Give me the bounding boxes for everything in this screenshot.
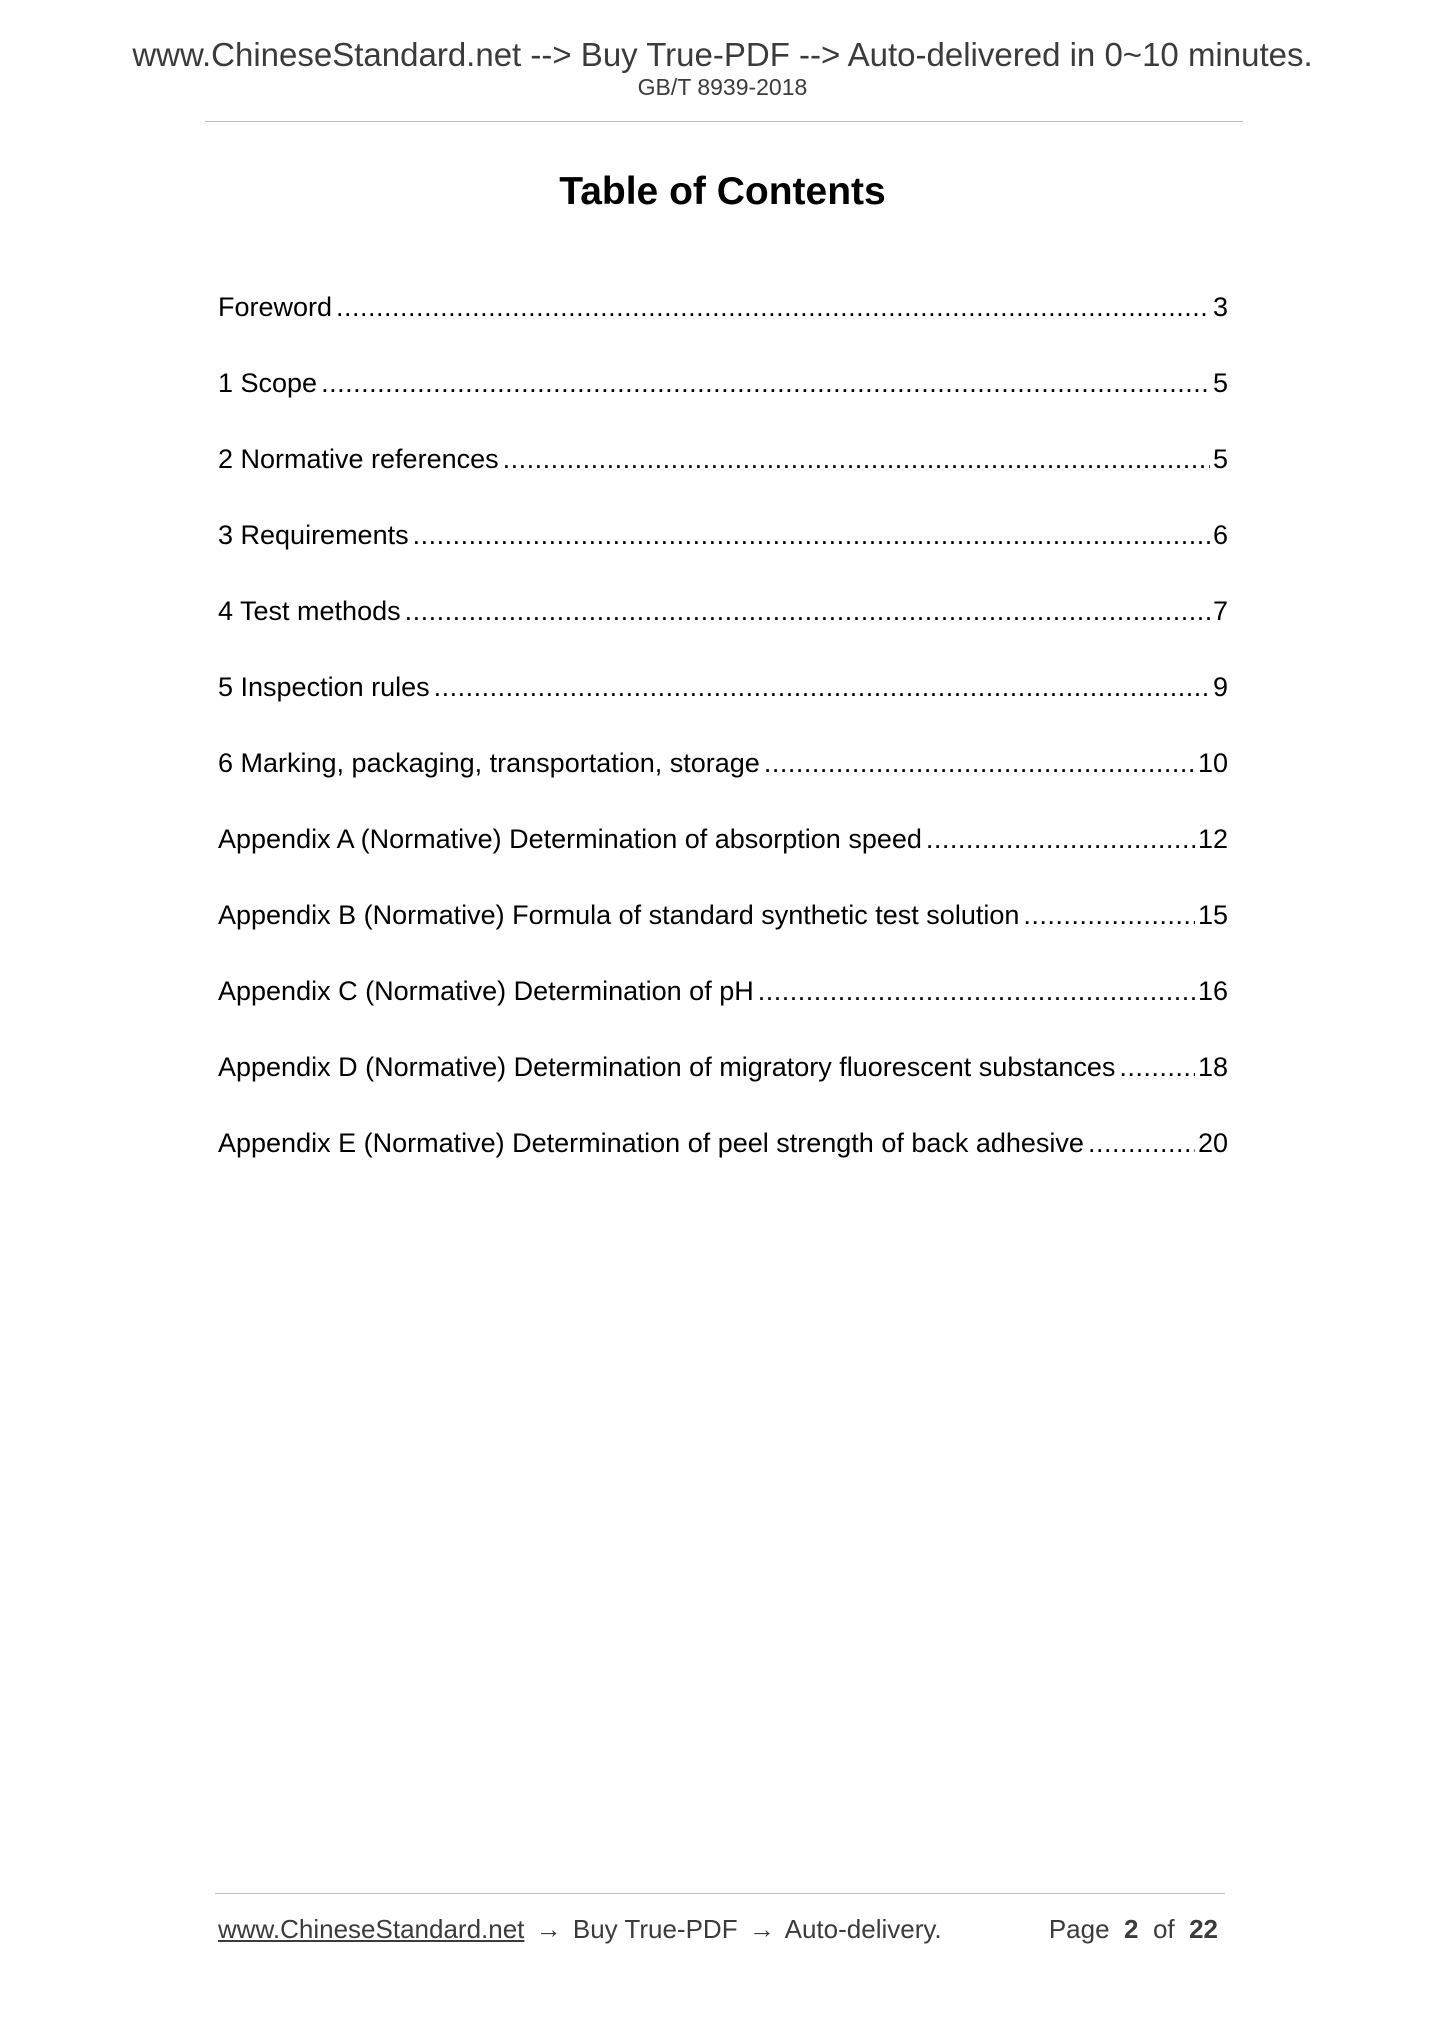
toc-entry-page: 16 <box>1197 976 1228 1006</box>
toc-title: Table of Contents <box>559 170 886 213</box>
toc-entry-page: 12 <box>1197 824 1228 854</box>
toc-entry-inspection-rules[interactable] <box>218 668 1228 744</box>
toc-entry-page: 18 <box>1197 1052 1228 1082</box>
toc-dot-leader <box>413 516 1210 554</box>
toc-entry-appendix-d[interactable] <box>218 1048 1228 1124</box>
toc-entry-label: 5 Inspection rules <box>218 672 430 702</box>
toc-dot-leader <box>336 288 1210 326</box>
toc-entry-marking-packaging[interactable] <box>218 744 1228 820</box>
toc-entry-page: 10 <box>1197 748 1228 778</box>
toc-entry-label: Appendix A (Normative) Determination of absorption speed <box>218 824 922 854</box>
toc-entry-page: 20 <box>1197 1128 1228 1158</box>
toc-entry-label: Appendix E (Normative) Determination of peel strength of back adhesive <box>218 1128 1084 1158</box>
toc-entry-normative-references[interactable] <box>218 440 1228 516</box>
toc-list <box>218 288 1228 1200</box>
footer-buy-text: Buy True-PDF <box>572 1914 738 1944</box>
toc-entry-foreword[interactable] <box>218 288 1228 364</box>
toc-dot-leader <box>1088 1124 1195 1162</box>
toc-entry-label: Appendix C (Normative) Determination of pH <box>218 976 754 1006</box>
footer-site-link[interactable]: www.ChineseStandard.net <box>218 1914 525 1944</box>
arrow-right-icon: → <box>535 1914 562 1944</box>
toc-entry-scope[interactable] <box>218 364 1228 440</box>
toc-dot-leader <box>764 744 1195 782</box>
toc-entry-page: 5 <box>1212 368 1228 398</box>
footer-delivery-text: Auto-delivery. <box>784 1914 942 1944</box>
toc-dot-leader <box>1023 896 1195 934</box>
toc-entry-label: Foreword <box>218 292 333 322</box>
toc-entry-label: 6 Marking, packaging, transportation, storage <box>218 748 760 778</box>
toc-dot-leader <box>434 668 1210 706</box>
toc-entry-appendix-e[interactable] <box>218 1124 1228 1200</box>
toc-entry-test-methods[interactable] <box>218 592 1228 668</box>
page-word: Page <box>1048 1914 1110 1944</box>
toc-entry-page: 6 <box>1212 520 1228 550</box>
toc-dot-leader <box>503 440 1210 478</box>
current-page-number: 2 <box>1124 1914 1139 1944</box>
toc-entry-label: 2 Normative references <box>218 444 499 474</box>
toc-dot-leader <box>758 972 1195 1010</box>
document-code: GB/T 8939-2018 <box>637 74 808 100</box>
header-banner: www.ChineseStandard.net --> Buy True-PDF --> Auto-delivered in 0~10 minutes. <box>132 36 1313 73</box>
toc-dot-leader <box>405 592 1210 630</box>
page-footer <box>218 1916 1218 1942</box>
toc-entry-page: 9 <box>1212 672 1228 702</box>
toc-entry-requirements[interactable] <box>218 516 1228 592</box>
footer-divider <box>215 1893 1225 1894</box>
toc-entry-label: Appendix D (Normative) Determination of migratory fluorescent substances <box>218 1052 1116 1082</box>
toc-entry-page: 15 <box>1197 900 1228 930</box>
toc-dot-leader <box>1119 1048 1195 1086</box>
header-divider <box>205 121 1243 122</box>
toc-entry-appendix-b[interactable] <box>218 896 1228 972</box>
of-word: of <box>1152 1914 1175 1944</box>
toc-entry-appendix-a[interactable] <box>218 820 1228 896</box>
toc-entry-appendix-c[interactable] <box>218 972 1228 1048</box>
toc-entry-label: 4 Test methods <box>218 596 401 626</box>
toc-entry-label: 1 Scope <box>218 368 318 398</box>
toc-entry-page: 3 <box>1212 292 1228 322</box>
page-indicator <box>1049 1916 1218 1942</box>
toc-entry-page: 5 <box>1212 444 1228 474</box>
toc-entry-label: 3 Requirements <box>218 520 409 550</box>
total-page-number: 22 <box>1189 1914 1218 1944</box>
toc-dot-leader <box>926 820 1195 858</box>
toc-entry-page: 7 <box>1212 596 1228 626</box>
toc-dot-leader <box>321 364 1210 402</box>
toc-entry-label: Appendix B (Normative) Formula of standard synthetic test solution <box>218 900 1020 930</box>
arrow-right-icon: → <box>748 1914 775 1944</box>
